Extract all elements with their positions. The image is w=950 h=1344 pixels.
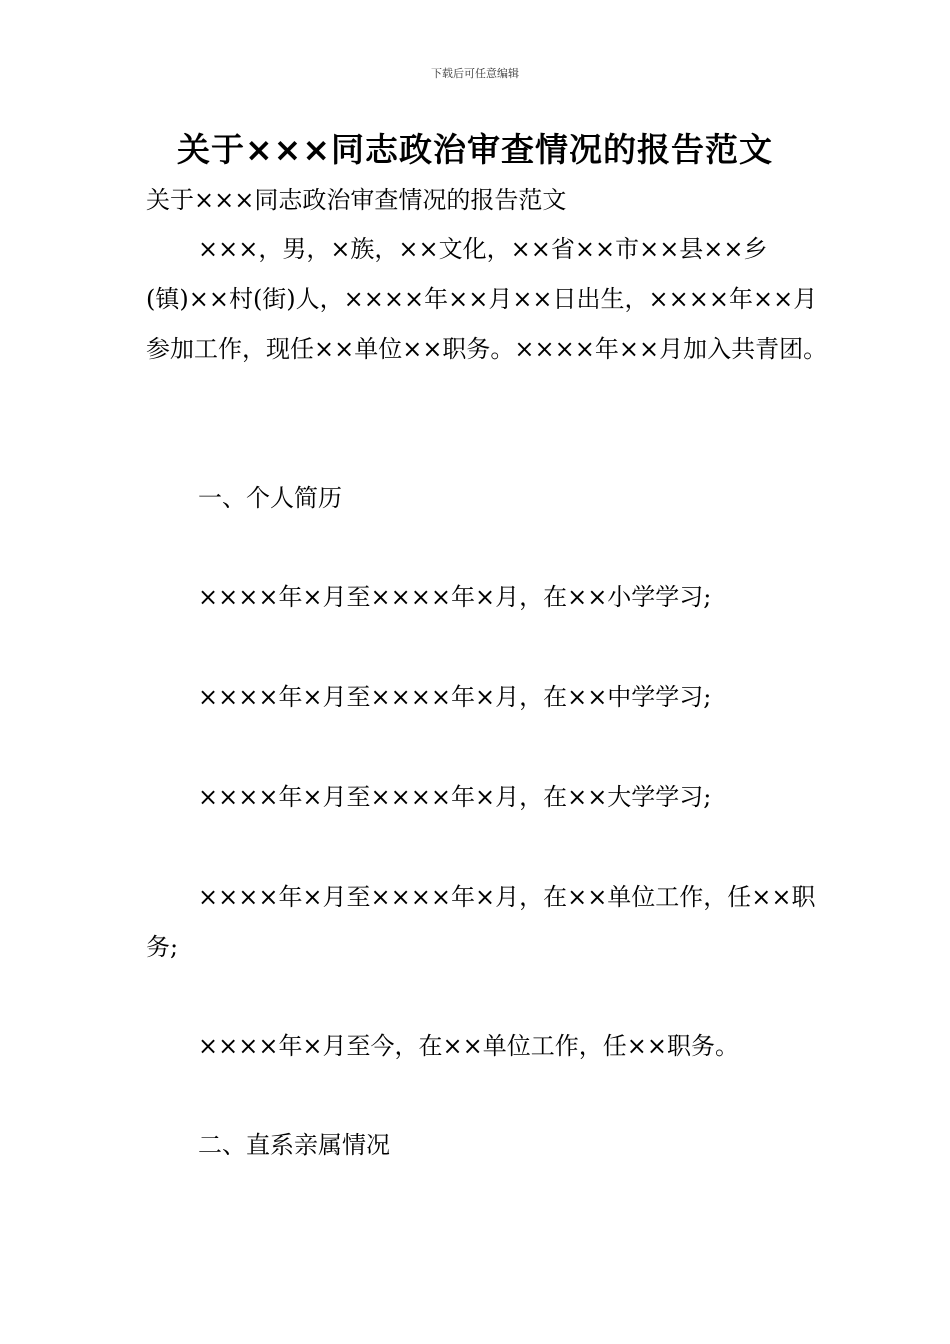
header-note: 下载后可任意编辑 <box>431 67 519 80</box>
section-heading-resume: 一、个人简历 <box>198 484 342 512</box>
resume-entry: ××××年×月至××××年×月，在××大学学习; <box>198 783 712 811</box>
resume-entry: ××××年×月至今，在××单位工作，任××职务。 <box>198 1032 739 1060</box>
document-subtitle: 关于×××同志政治审查情况的报告范文 <box>146 186 567 214</box>
section-heading-relatives: 二、直系亲属情况 <box>198 1131 390 1159</box>
resume-entry: ××××年×月至××××年×月，在××中学学习; <box>198 683 712 711</box>
intro-paragraph: ×××，男，×族，××文化，××省××市××县××乡(镇)××村(街)人，××××年××月××日出生，××××年××月参加工作，现任××单位××职务。××××年××月加入共青团。 <box>146 235 828 363</box>
document-title: 关于×××同志政治审查情况的报告范文 <box>177 130 773 169</box>
resume-entry: ××××年×月至××××年×月，在××单位工作，任××职务; <box>146 883 816 961</box>
resume-entry: ××××年×月至××××年×月，在××小学学习; <box>198 583 712 611</box>
